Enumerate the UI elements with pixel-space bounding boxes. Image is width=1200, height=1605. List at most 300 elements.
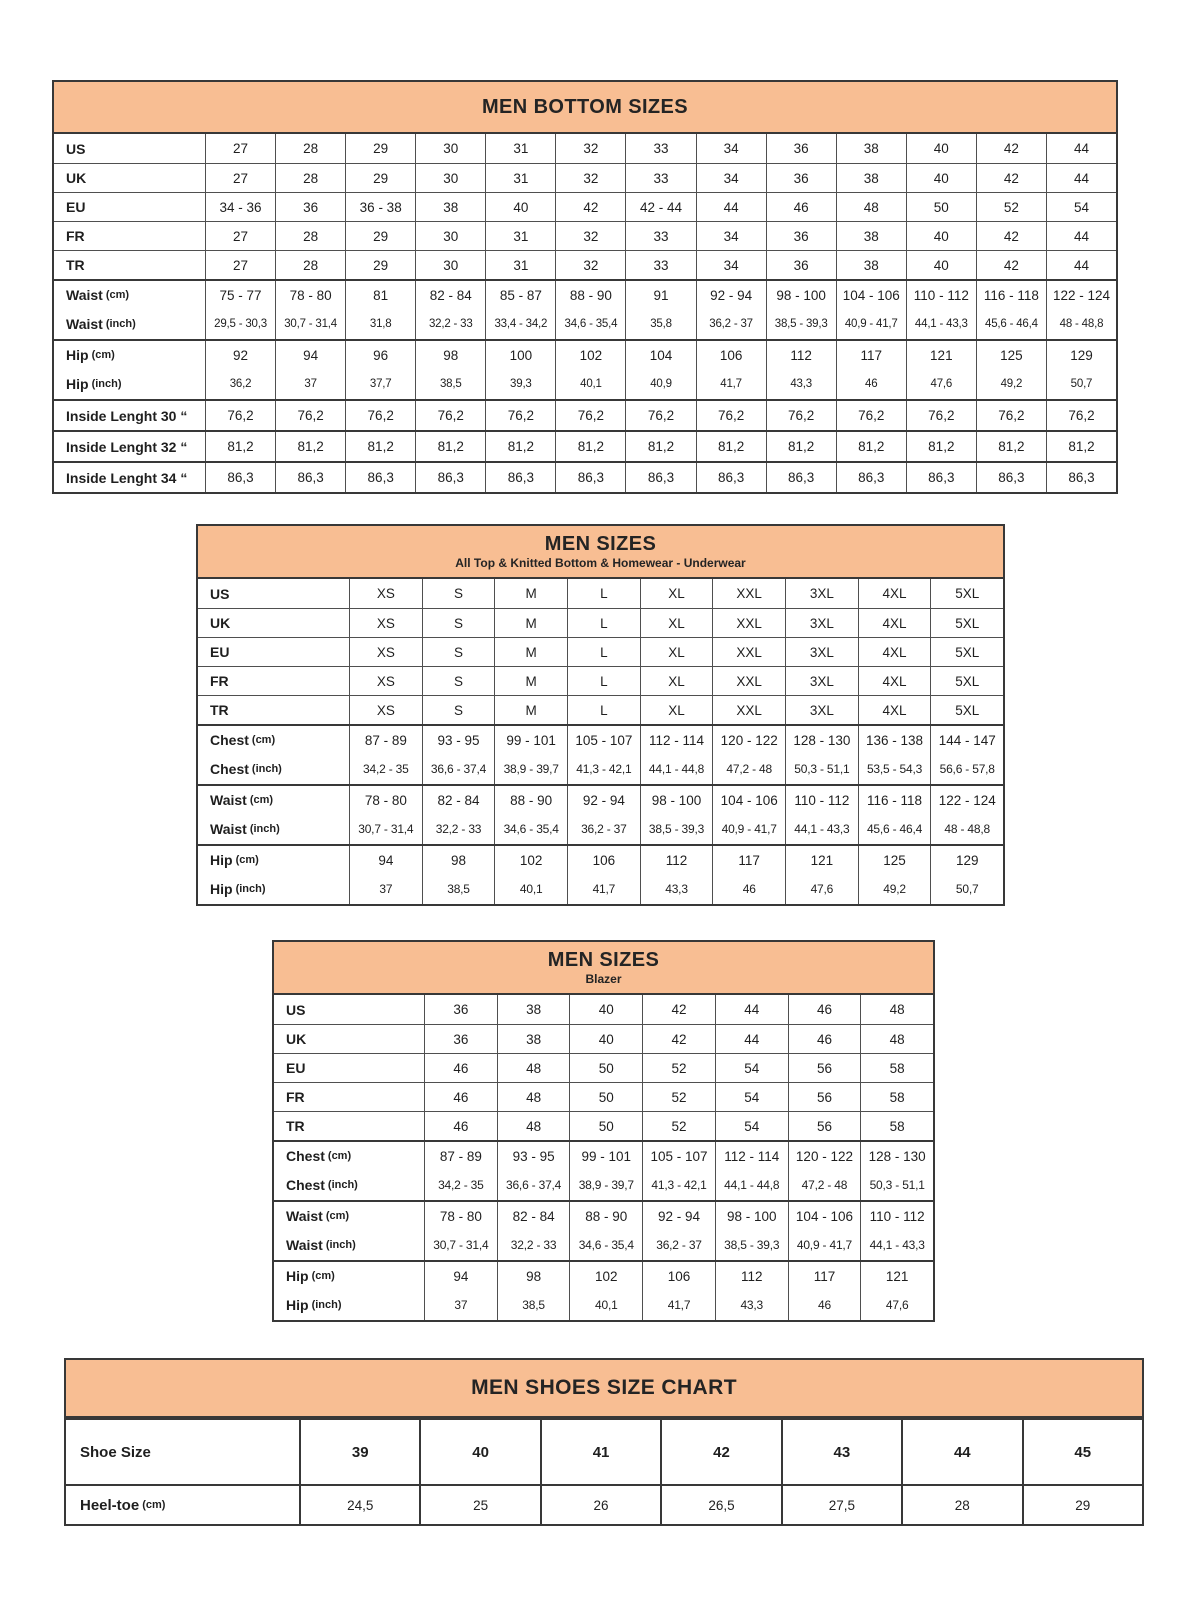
table-cell: 44 [1046, 222, 1116, 250]
table-cell: 44 [696, 193, 766, 221]
table-row [198, 608, 1003, 637]
table-cell: M [494, 609, 567, 637]
row-label: TR [66, 257, 85, 273]
table-cell: 82 - 84 [415, 281, 485, 309]
table-cell: 76,2 [906, 401, 976, 430]
table-cell: 40,9 - 41,7 [788, 1230, 861, 1260]
table-cell: 81,2 [555, 432, 625, 461]
table-cell: 26,5 [660, 1486, 780, 1524]
table-body [274, 995, 933, 1320]
row-label: Chest (cm) [286, 1148, 352, 1164]
row-label: FR [66, 228, 85, 244]
table-cell: 30 [415, 134, 485, 163]
table-cell: 86,3 [1046, 463, 1116, 492]
table-cell: 106 [567, 846, 640, 874]
table-cell: 40,9 [625, 369, 695, 399]
table-cell: 39 [299, 1420, 419, 1484]
table-cell: S [422, 667, 495, 695]
table-cell: 25 [419, 1486, 539, 1524]
table-cell: 32 [555, 134, 625, 163]
table-cell: 121 [906, 341, 976, 369]
table-cell: 29 [345, 164, 415, 192]
table-cell: 36,6 - 37,4 [497, 1170, 570, 1200]
men-sizes-blazer-table [272, 940, 935, 1322]
table-cell: 121 [785, 846, 858, 874]
table-cell: 106 [642, 1262, 715, 1290]
table-row [66, 1484, 1142, 1524]
row-label: FR [286, 1089, 305, 1105]
table-cell: 50,7 [930, 874, 1003, 904]
table-cell: XS [349, 579, 422, 608]
table-cell: 38,5 - 39,3 [766, 309, 836, 339]
table-row [54, 461, 1116, 492]
table-title: MEN SIZES [547, 948, 660, 971]
table-cell: 104 - 106 [788, 1202, 861, 1230]
table-cell: 53,5 - 54,3 [858, 754, 931, 784]
table-cell: 24,5 [299, 1486, 419, 1524]
table-cell: 47,6 [906, 369, 976, 399]
table-cell: 94 [349, 846, 422, 874]
table-cell: 31,8 [345, 309, 415, 339]
row-label: Hip (cm) [286, 1268, 335, 1284]
table-cell: 40 [906, 164, 976, 192]
table-cell: 88 - 90 [555, 281, 625, 309]
table-cell: 3XL [785, 579, 858, 608]
table-cell: 36,6 - 37,4 [422, 754, 495, 784]
table-cell: 128 - 130 [860, 1142, 933, 1170]
table-header [66, 1360, 1142, 1418]
table-cell: 41,3 - 42,1 [567, 754, 640, 784]
row-label-unit: (cm) [311, 1270, 335, 1282]
table-cell: 112 [640, 846, 713, 874]
table-cell: 34,6 - 35,4 [569, 1230, 642, 1260]
table-cell: S [422, 609, 495, 637]
table-cell: 37 [424, 1290, 497, 1320]
table-cell: 52 [976, 193, 1046, 221]
table-cell: 104 - 106 [836, 281, 906, 309]
row-label-unit: (inch) [91, 378, 122, 390]
table-cell: 120 - 122 [788, 1142, 861, 1170]
table-cell: 48 [860, 1025, 933, 1053]
table-cell: 34 - 36 [205, 193, 275, 221]
table-row [198, 874, 1003, 904]
table-cell: 86,3 [205, 463, 275, 492]
row-label: Waist (inch) [210, 821, 280, 837]
row-label: Chest (cm) [210, 732, 276, 748]
table-cell: 38,5 [422, 874, 495, 904]
table-cell: 121 [860, 1262, 933, 1290]
table-cell: 44 [1046, 164, 1116, 192]
table-cell: 117 [788, 1262, 861, 1290]
table-cell: 27 [205, 251, 275, 279]
table-cell: XL [640, 667, 713, 695]
table-cell: 86,3 [345, 463, 415, 492]
table-cell: 30 [415, 164, 485, 192]
table-cell: 38 [836, 251, 906, 279]
table-cell: 44 [901, 1420, 1021, 1484]
table-cell: 110 - 112 [860, 1202, 933, 1230]
table-cell: 76,2 [625, 401, 695, 430]
table-cell: 48 [497, 1112, 570, 1140]
table-cell: 46 [424, 1112, 497, 1140]
table-row [274, 995, 933, 1024]
table-cell: 50 [569, 1083, 642, 1111]
row-label: UK [66, 170, 87, 186]
table-cell: 38 [497, 995, 570, 1024]
table-cell: 3XL [785, 638, 858, 666]
row-label: Inside Lenght 32 “ [66, 438, 188, 455]
table-cell: 116 - 118 [858, 786, 931, 814]
table-cell: 37 [275, 369, 345, 399]
table-cell: 81,2 [976, 432, 1046, 461]
table-cell: 36,2 - 37 [567, 814, 640, 844]
table-cell: 94 [424, 1262, 497, 1290]
table-cell: 76,2 [696, 401, 766, 430]
table-cell: 42 [642, 1025, 715, 1053]
table-row [54, 430, 1116, 461]
table-cell: 36 - 38 [345, 193, 415, 221]
table-cell: 48 - 48,8 [930, 814, 1003, 844]
table-title: MEN SIZES [544, 532, 657, 555]
row-label: EU [286, 1060, 306, 1076]
table-row [198, 637, 1003, 666]
table-cell: 88 - 90 [569, 1202, 642, 1230]
table-cell: 47,2 - 48 [788, 1170, 861, 1200]
table-cell: 38 [836, 164, 906, 192]
table-cell: XS [349, 638, 422, 666]
table-cell: L [567, 667, 640, 695]
table-cell: 56 [788, 1112, 861, 1140]
table-cell: 38,5 - 39,3 [640, 814, 713, 844]
row-label-unit: (inch) [327, 1179, 358, 1191]
table-header [274, 942, 933, 995]
table-cell: 47,2 - 48 [712, 754, 785, 784]
table-cell: 129 [1046, 341, 1116, 369]
table-cell: 42 [555, 193, 625, 221]
table-cell: 34,2 - 35 [424, 1170, 497, 1200]
table-cell: 98 - 100 [715, 1202, 788, 1230]
table-cell: 81,2 [766, 432, 836, 461]
table-cell: 27,5 [781, 1486, 901, 1524]
table-cell: 27 [205, 222, 275, 250]
table-cell: 32,2 - 33 [415, 309, 485, 339]
table-row [54, 399, 1116, 430]
table-cell: 44,1 - 43,3 [860, 1230, 933, 1260]
table-cell: 86,3 [766, 463, 836, 492]
table-cell: 32,2 - 33 [497, 1230, 570, 1260]
table-cell: 56 [788, 1054, 861, 1082]
table-cell: 29 [345, 222, 415, 250]
table-cell: 93 - 95 [422, 726, 495, 754]
row-label-unit: (inch) [249, 823, 280, 835]
table-cell: 44,1 - 43,3 [785, 814, 858, 844]
table-cell: 29 [1022, 1486, 1142, 1524]
table-cell: 100 [485, 341, 555, 369]
table-cell: 76,2 [275, 401, 345, 430]
table-cell: L [567, 638, 640, 666]
table-cell: 50,3 - 51,1 [860, 1170, 933, 1200]
table-cell: 76,2 [836, 401, 906, 430]
table-cell: 4XL [858, 667, 931, 695]
table-cell: 34 [696, 251, 766, 279]
table-cell: 36 [424, 1025, 497, 1053]
table-cell: 40 [485, 193, 555, 221]
table-cell: 30,7 - 31,4 [424, 1230, 497, 1260]
table-row [198, 844, 1003, 874]
table-cell: 28 [901, 1486, 1021, 1524]
table-cell: 37,7 [345, 369, 415, 399]
table-cell: 46 [766, 193, 836, 221]
table-cell: 50,3 - 51,1 [785, 754, 858, 784]
table-cell: 50 [569, 1054, 642, 1082]
table-cell: 38,9 - 39,7 [569, 1170, 642, 1200]
row-label-unit: (inch) [105, 318, 136, 330]
table-cell: 105 - 107 [567, 726, 640, 754]
table-cell: 112 [715, 1262, 788, 1290]
table-cell: 46 [836, 369, 906, 399]
row-label: Hip (inch) [286, 1297, 342, 1313]
table-cell: 48 [860, 995, 933, 1024]
table-cell: 34 [696, 222, 766, 250]
table-cell: 86,3 [275, 463, 345, 492]
table-cell: 42 [642, 995, 715, 1024]
table-subtitle: Blazer [585, 971, 622, 986]
table-row [274, 1260, 933, 1290]
table-row [54, 250, 1116, 279]
table-cell: 5XL [930, 667, 1003, 695]
table-cell: 39,3 [485, 369, 555, 399]
table-cell: S [422, 638, 495, 666]
table-cell: 28 [275, 222, 345, 250]
table-cell: 4XL [858, 579, 931, 608]
table-row [274, 1082, 933, 1111]
table-cell: 38,5 [415, 369, 485, 399]
row-label: US [66, 140, 86, 157]
table-cell: 76,2 [485, 401, 555, 430]
table-cell: 29 [345, 134, 415, 163]
table-cell: 38 [415, 193, 485, 221]
table-row [274, 1053, 933, 1082]
table-row [274, 1111, 933, 1140]
table-cell: 40 [569, 995, 642, 1024]
table-cell: 46 [424, 1083, 497, 1111]
table-cell: 87 - 89 [349, 726, 422, 754]
table-cell: 5XL [930, 638, 1003, 666]
table-cell: 41,3 - 42,1 [642, 1170, 715, 1200]
table-cell: L [567, 696, 640, 724]
table-cell: XL [640, 638, 713, 666]
table-cell: XXL [712, 667, 785, 695]
row-label: UK [210, 615, 231, 631]
table-cell: 96 [345, 341, 415, 369]
table-cell: 120 - 122 [712, 726, 785, 754]
table-cell: 40 [906, 134, 976, 163]
table-cell: 40,9 - 41,7 [836, 309, 906, 339]
men-shoes-size-chart-table [64, 1358, 1144, 1526]
table-cell: 4XL [858, 696, 931, 724]
table-row [274, 1230, 933, 1260]
row-label: Waist (cm) [286, 1208, 350, 1224]
table-cell: 46 [788, 995, 861, 1024]
men-sizes-tops-table [196, 524, 1005, 906]
table-cell: 98 [422, 846, 495, 874]
table-cell: 44 [715, 995, 788, 1024]
table-cell: 44,1 - 43,3 [906, 309, 976, 339]
table-cell: 99 - 101 [569, 1142, 642, 1170]
row-label: Waist (inch) [286, 1237, 356, 1253]
table-cell: 40 [569, 1025, 642, 1053]
row-label: Hip (inch) [210, 881, 266, 897]
table-cell: 86,3 [906, 463, 976, 492]
table-cell: XS [349, 609, 422, 637]
table-cell: 82 - 84 [497, 1202, 570, 1230]
table-cell: 44 [1046, 251, 1116, 279]
table-cell: 38 [497, 1025, 570, 1053]
row-label-unit: (cm) [142, 1499, 166, 1511]
table-cell: M [494, 579, 567, 608]
table-cell: 81,2 [1046, 432, 1116, 461]
table-cell: 56,6 - 57,8 [930, 754, 1003, 784]
row-label: Hip (cm) [210, 852, 259, 868]
table-cell: 38 [836, 134, 906, 163]
table-cell: L [567, 579, 640, 608]
table-cell: 81,2 [415, 432, 485, 461]
table-cell: 52 [642, 1112, 715, 1140]
table-cell: 33,4 - 34,2 [485, 309, 555, 339]
table-cell: 81,2 [696, 432, 766, 461]
table-cell: 112 [766, 341, 836, 369]
row-label: Waist (inch) [66, 316, 136, 332]
table-cell: 33 [625, 134, 695, 163]
row-label-unit: (inch) [311, 1299, 342, 1311]
table-row [54, 221, 1116, 250]
table-cell: 40,1 [569, 1290, 642, 1320]
table-cell: 32,2 - 33 [422, 814, 495, 844]
table-cell: 76,2 [976, 401, 1046, 430]
row-label-unit: (inch) [251, 763, 282, 775]
table-cell: 78 - 80 [424, 1202, 497, 1230]
row-label: EU [210, 644, 230, 660]
table-cell: 43,3 [640, 874, 713, 904]
table-body [66, 1418, 1142, 1524]
row-label-unit: (cm) [235, 854, 259, 866]
table-cell: 117 [836, 341, 906, 369]
row-label-unit: (cm) [251, 734, 276, 746]
table-cell: 32 [555, 251, 625, 279]
table-cell: XL [640, 609, 713, 637]
table-row [198, 695, 1003, 724]
table-cell: 30 [415, 251, 485, 279]
row-label: Chest (inch) [210, 761, 282, 777]
table-cell: 56 [788, 1083, 861, 1111]
table-cell: 75 - 77 [205, 281, 275, 309]
row-label: Hip (inch) [66, 376, 122, 392]
table-cell: 86,3 [625, 463, 695, 492]
table-cell: 125 [976, 341, 1046, 369]
table-cell: 45 [1022, 1420, 1142, 1484]
table-cell: 33 [625, 164, 695, 192]
table-cell: 112 - 114 [715, 1142, 788, 1170]
table-cell: 86,3 [836, 463, 906, 492]
table-cell: 3XL [785, 667, 858, 695]
table-cell: 4XL [858, 638, 931, 666]
table-cell: 42 [660, 1420, 780, 1484]
table-cell: 86,3 [696, 463, 766, 492]
table-row [274, 1024, 933, 1053]
table-cell: 36 [766, 164, 836, 192]
table-cell: 81 [345, 281, 415, 309]
row-label-unit: (cm) [327, 1150, 352, 1162]
table-cell: 36,2 - 37 [642, 1230, 715, 1260]
table-cell: 98 [497, 1262, 570, 1290]
table-cell: 45,6 - 46,4 [858, 814, 931, 844]
table-cell: 28 [275, 251, 345, 279]
table-header [54, 82, 1116, 134]
table-cell: S [422, 579, 495, 608]
table-cell: 58 [860, 1112, 933, 1140]
table-cell: M [494, 667, 567, 695]
table-cell: 128 - 130 [785, 726, 858, 754]
table-cell: 40,9 - 41,7 [712, 814, 785, 844]
table-cell: 112 - 114 [640, 726, 713, 754]
table-cell: 28 [275, 164, 345, 192]
table-cell: 48 [836, 193, 906, 221]
row-label: TR [286, 1118, 305, 1134]
table-cell: 44 [1046, 134, 1116, 163]
table-cell: 129 [930, 846, 1003, 874]
table-cell: XXL [712, 609, 785, 637]
table-cell: XS [349, 696, 422, 724]
table-cell: 76,2 [205, 401, 275, 430]
table-subtitle: All Top & Knitted Bottom & Homewear - Underwear [455, 555, 746, 570]
table-cell: XL [640, 696, 713, 724]
row-label: UK [286, 1031, 307, 1047]
table-cell: 78 - 80 [349, 786, 422, 814]
table-cell: 106 [696, 341, 766, 369]
table-cell: 85 - 87 [485, 281, 555, 309]
table-cell: XXL [712, 638, 785, 666]
row-label-unit: (cm) [105, 289, 130, 301]
table-cell: 122 - 124 [1046, 281, 1116, 309]
table-cell: 37 [349, 874, 422, 904]
table-cell: 34,2 - 35 [349, 754, 422, 784]
table-cell: 136 - 138 [858, 726, 931, 754]
table-cell: 86,3 [976, 463, 1046, 492]
table-cell: 28 [275, 134, 345, 163]
table-cell: 47,6 [785, 874, 858, 904]
table-cell: 41,7 [567, 874, 640, 904]
table-cell: 42 [976, 164, 1046, 192]
table-cell: 81,2 [275, 432, 345, 461]
table-cell: L [567, 609, 640, 637]
table-cell: 42 [976, 134, 1046, 163]
table-cell: 40,1 [555, 369, 625, 399]
table-cell: 98 - 100 [766, 281, 836, 309]
table-cell: 34 [696, 164, 766, 192]
table-cell: S [422, 696, 495, 724]
table-cell: 44,1 - 44,8 [640, 754, 713, 784]
row-label: TR [210, 702, 229, 718]
table-cell: XS [349, 667, 422, 695]
table-cell: 92 [205, 341, 275, 369]
table-cell: 43,3 [715, 1290, 788, 1320]
table-cell: 110 - 112 [785, 786, 858, 814]
table-cell: 40 [419, 1420, 539, 1484]
table-body [198, 579, 1003, 904]
table-row [274, 1170, 933, 1200]
table-cell: 76,2 [345, 401, 415, 430]
table-cell: 38,9 - 39,7 [494, 754, 567, 784]
